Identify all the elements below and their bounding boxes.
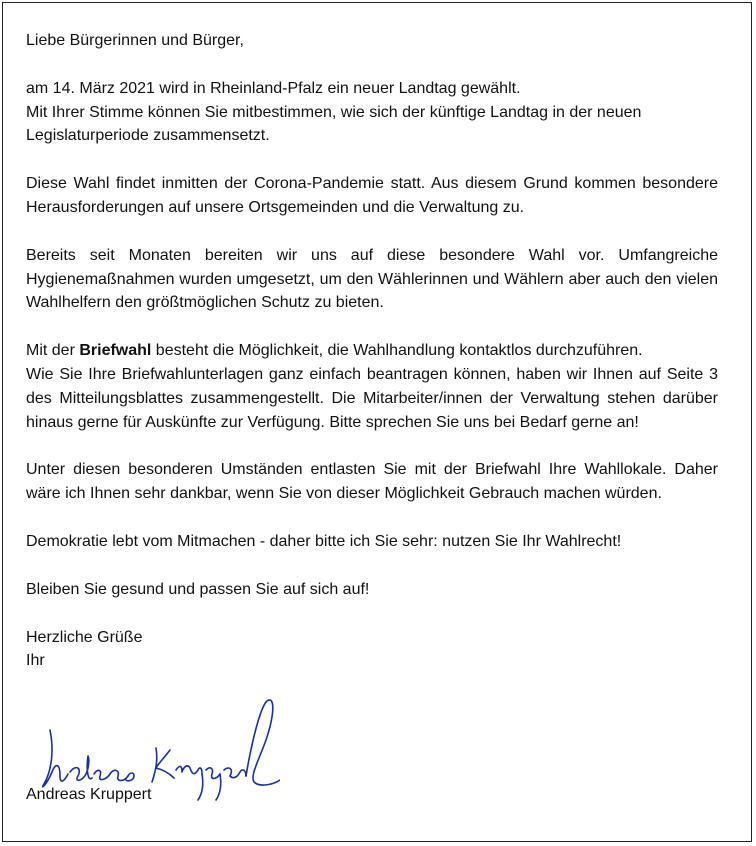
postal-vote-pre: Mit der: [26, 342, 80, 360]
paragraph-pandemic: Diese Wahl findet inmitten der Corona-Pandemie statt. Aus diesem Grund kommen besondere Herausforderungen auf unsere Ortsgemeinden und die Verwaltung zu.: [26, 175, 718, 216]
paragraph-hygiene: Bereits seit Monaten bereiten wir uns auf diese besondere Wahl vor. Umfangreiche Hygienemaßnahmen wurden umgesetzt, um den Wählerinnen und Wählern aber auch den vielen Wahlhelfern den größtmöglichen Schutz zu bieten.: [26, 246, 718, 312]
paragraph-election: [26, 77, 718, 148]
paragraph-health: Bleiben Sie gesund und passen Sie auf sich auf!: [26, 580, 370, 598]
handwritten-signature: [30, 690, 280, 810]
closing-ihr: Ihr: [26, 652, 45, 670]
closing: [26, 626, 718, 674]
paragraph-democracy: Demokratie lebt vom Mitmachen - daher bitte ich Sie sehr: nutzen Sie Ihr Wahlrecht!: [26, 532, 622, 550]
paragraph-election-line1: am 14. März 2021 wird in Rheinland-Pfalz ein neuer Landtag gewählt.: [26, 79, 521, 97]
letter-body: [26, 29, 718, 673]
signer-name: Andreas Kruppert: [26, 786, 152, 803]
paragraph-postal-vote: [26, 339, 718, 434]
salutation: Liebe Bürgerinnen und Bürger,: [26, 32, 244, 49]
paragraph-relief: Unter diesen besonderen Umständen entlasten Sie mit der Briefwahl Ihre Wahllokale. Daher wäre ich Ihnen sehr dankbar, wenn Sie von dieser Möglichkeit Gebrauch machen würden.: [26, 461, 718, 503]
closing-greeting: Herzliche Grüße: [26, 628, 143, 646]
paragraph-election-line2: Mit Ihrer Stimme können Sie mitbestimmen, wie sich der künftige Landtag in der neuen Legislaturperiode zusammensetzt.: [26, 103, 642, 145]
postal-vote-post: besteht die Möglichkeit, die Wahlhandlung kontaktlos durchzuführen.: [151, 342, 643, 360]
postal-vote-details: Wie Sie Ihre Briefwahlunterlagen ganz einfach beantragen können, haben wir Ihnen auf Seite 3 des Mitteilungsblattes zusammengestellt. Die Mitarbeiter/innen der Verwaltung stehen darüber hinaus gerne für Auskünfte zur Verfügung. Bitte sprechen Sie uns bei Bedarf gerne an!: [26, 365, 718, 431]
postal-vote-bold: Briefwahl: [79, 342, 152, 360]
